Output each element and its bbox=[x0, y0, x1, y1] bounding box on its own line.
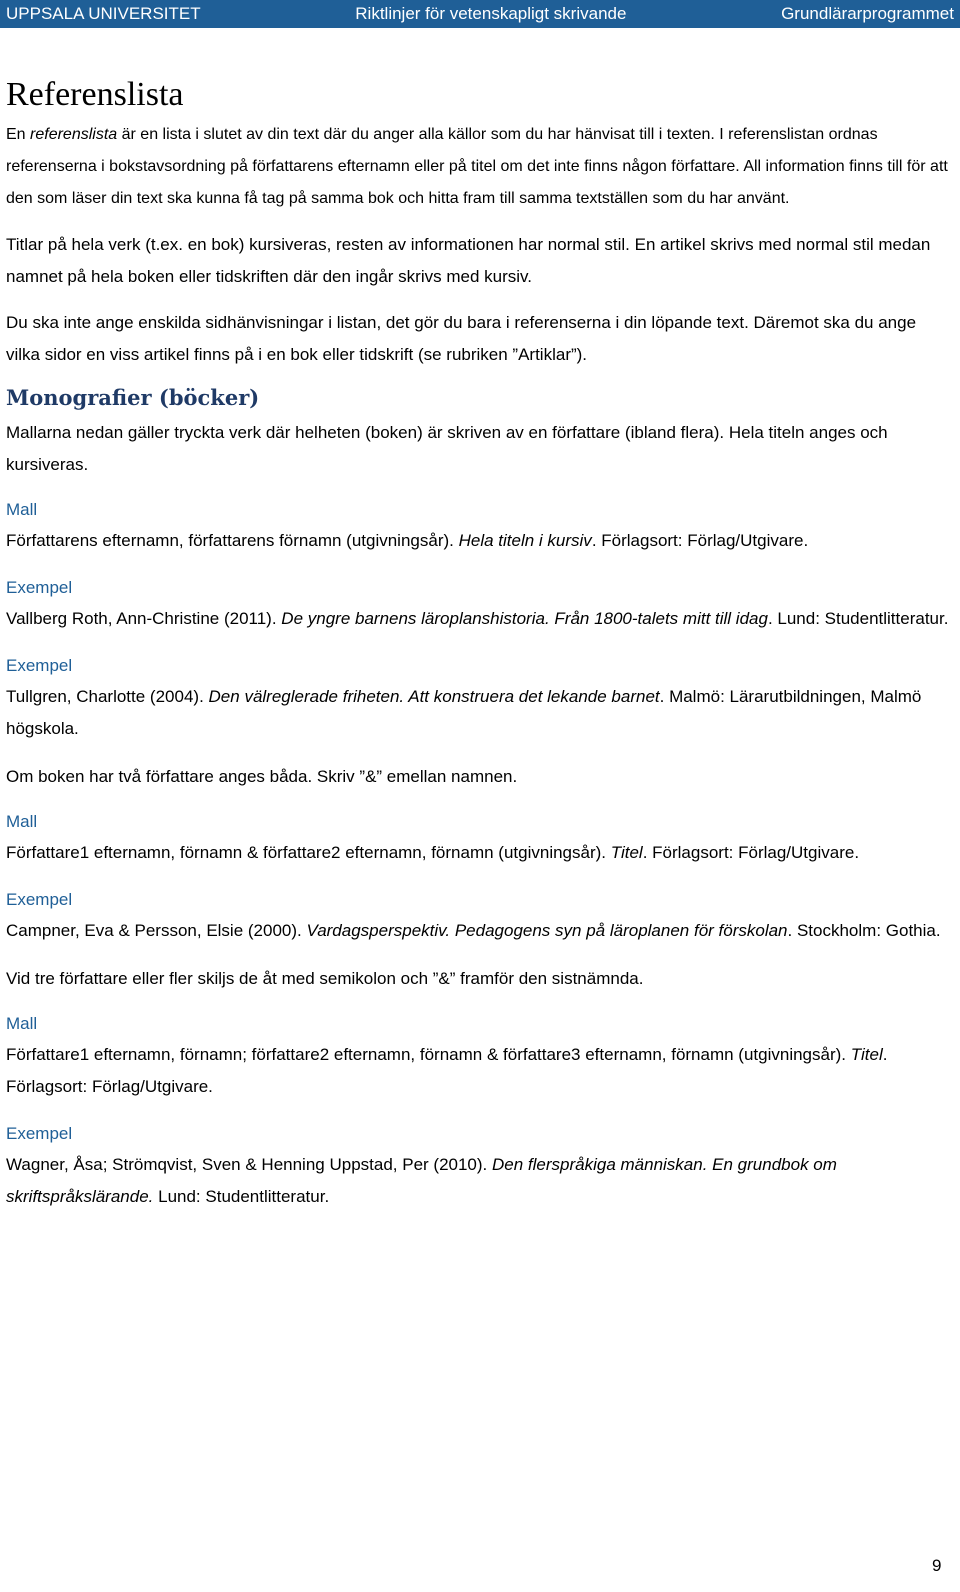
intro-paragraph-1 bbox=[6, 119, 954, 215]
section-heading: Monografier (böcker) bbox=[6, 385, 260, 411]
intro-text: En bbox=[6, 126, 31, 144]
mall-template-2: Författare1 efternamn, förnamn & författare2 efternamn, förnamn (utgivningsår). Titel. Förlagsort: Förlag/Utgivare. bbox=[6, 842, 860, 862]
example-4: Wagner, Åsa; Strömqvist, Sven & Henning Uppstad, Per (2010). Den flerspråkiga människan. En grundbok om skriftspråkslärande. Lund: Studentlitteratur. bbox=[6, 1154, 837, 1206]
exempel-label: Exempel bbox=[6, 1123, 73, 1143]
three-authors-note: Vid tre författare eller fler skiljs de åt med semikolon och ”&” framför den sistnämnda. bbox=[6, 968, 644, 988]
section-intro: Mallarna nedan gäller tryckta verk där helheten (boken) är skriven av en författare (ibland flera). Hela titeln anges och kursiveras. bbox=[6, 422, 888, 474]
header-university: UPPSALA UNIVERSITET bbox=[6, 4, 201, 23]
page-number: 9 bbox=[932, 1556, 942, 1575]
example-1: Vallberg Roth, Ann-Christine (2011). De yngre barnens läroplanshistoria. Från 1800-talets mitt till idag. Lund: Studentlitteratur. bbox=[6, 608, 949, 628]
intro-text-rest: är en lista i slutet av din text där du anger alla källor som du har hänvisat till i texten. I referenslistan ordnas referenserna i bokstavsordning på författarens efternamn eller på titel om det inte finns någon författare. All information finns till för att den som läser din text ska kunna få tag på samma bok och hitta fram till samma textställen som du har använt. bbox=[6, 126, 948, 208]
intro-paragraph-3: Du ska inte ange enskilda sidhänvisningar i listan, det gör du bara i referenserna i din löpande text. Däremot ska du ange vilka sidor en viss artikel finns på i en bok eller tidskrift (se rubriken ”Artiklar”). bbox=[6, 313, 917, 365]
page-content bbox=[0, 76, 954, 1213]
exempel-label: Exempel bbox=[6, 577, 73, 597]
intro-term: referenslista bbox=[30, 126, 118, 144]
mall-template-1: Författarens efternamn, författarens förnamn (utgivningsår). Hela titeln i kursiv. Förlagsort: Förlag/Utgivare. bbox=[6, 530, 809, 550]
exempel-label: Exempel bbox=[6, 655, 73, 675]
exempel-label: Exempel bbox=[6, 889, 73, 909]
mall-label: Mall bbox=[6, 499, 38, 519]
example-2: Tullgren, Charlotte (2004). Den välreglerade friheten. Att konstruera det lekande barnet. Malmö: Lärarutbildningen, Malmö högskola. bbox=[6, 686, 922, 738]
mall-label: Mall bbox=[6, 1013, 38, 1033]
header-document-title: Riktlinjer för vetenskapligt skrivande bbox=[355, 4, 627, 23]
header-program: Grundlärarprogrammet bbox=[781, 4, 954, 23]
mall-template-3: Författare1 efternamn, förnamn; författare2 efternamn, förnamn & författare3 efternamn, förnamn (utgivningsår). Titel. Förlagsort: Förlag/Utgivare. bbox=[6, 1044, 888, 1096]
example-3: Campner, Eva & Persson, Elsie (2000). Vardagsperspektiv. Pedagogens syn på läroplanen för förskolan. Stockholm: Gothia. bbox=[6, 920, 941, 940]
two-authors-note: Om boken har två författare anges båda. Skriv ”&” emellan namnen. bbox=[6, 766, 518, 786]
intro-paragraph-2: Titlar på hela verk (t.ex. en bok) kursiveras, resten av informationen har normal stil. En artikel skrivs med normal stil medan namnet på hela boken eller tidskriften där den ingår skrivs med kursiv. bbox=[6, 235, 931, 287]
page-header bbox=[0, 0, 960, 28]
page-title: Referenslista bbox=[6, 76, 184, 113]
mall-label: Mall bbox=[6, 811, 38, 831]
